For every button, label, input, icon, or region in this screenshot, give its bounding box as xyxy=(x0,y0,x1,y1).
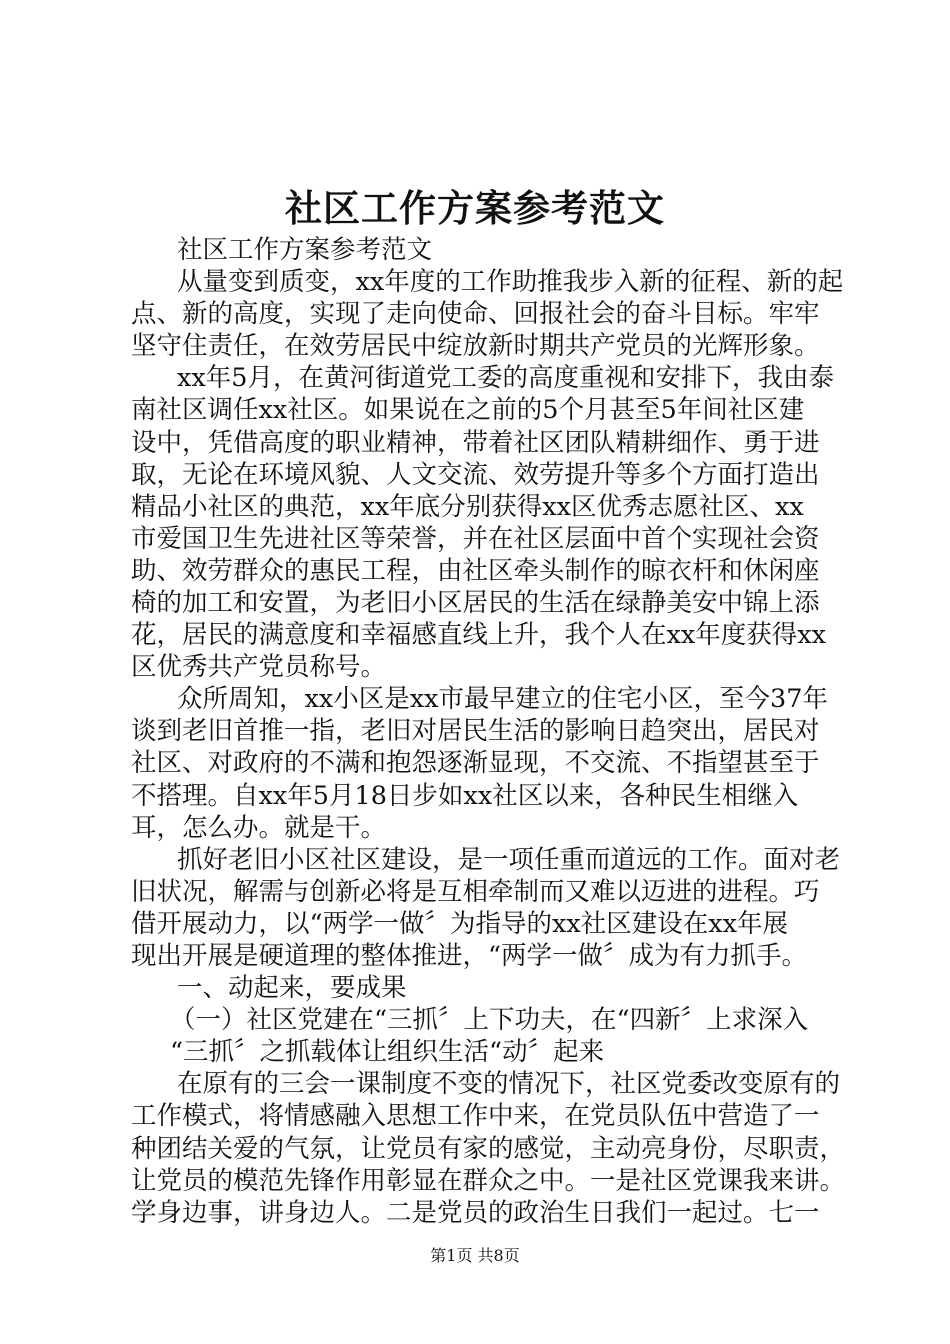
body-line: 设中，凭借高度的职业精神，带着社区团队精耕细作、勇于进 xyxy=(131,427,820,458)
page-number-footer: 第1页 共8页 xyxy=(430,1246,520,1265)
body-line: 椅的加工和安置，为老旧小区居民的生活在绿静美安中锦上添 xyxy=(131,588,820,618)
body-line: 谈到老旧首推一指，老旧对居民生活的影响日趋突出，居民对 xyxy=(131,716,820,747)
body-line: 旧状况，解需与创新必将是互相牵制而又难以迈进的进程。巧 xyxy=(131,876,820,907)
body-line: 精品小社区的典范，xx年底分别获得xx区优秀志愿社区、xx xyxy=(131,491,804,522)
subsection-heading: “三抓〞之抓载体让组织生活“动〞起来 xyxy=(170,1037,605,1068)
body-line: xx年5月，在黄河街道党工委的高度重视和安排下，我由泰 xyxy=(177,363,834,394)
body-line: 抓好老旧小区社区建设，是一项任重而道远的工作。面对老 xyxy=(177,844,841,875)
body-line: 耳，怎么办。就是干。 xyxy=(131,812,387,843)
body-line: 南社区调任xx社区。如果说在之前的5个月甚至5年间社区建 xyxy=(131,395,805,426)
body-line: 取，无论在环境风貌、人文交流、效劳提升等多个方面打造出 xyxy=(131,459,820,490)
document-title: 社区工作方案参考范文 xyxy=(285,186,665,230)
subsection-heading: （一）社区党建在“三抓〞上下功夫，在“四新〞上求深入 xyxy=(170,1005,809,1036)
body-line: 从量变到质变，xx年度的工作助推我步入新的征程、新的起 xyxy=(177,267,844,298)
body-line: 众所周知，xx小区是xx市最早建立的住宅小区，至今37年 xyxy=(177,684,828,715)
body-line: 区优秀共产党员称号。 xyxy=(131,652,387,683)
body-line: 种团结关爱的气氛，让党员有家的感觉，主动亮身份，尽职责， xyxy=(131,1133,846,1164)
body-line: 现出开展是硬道理的整体推进，“两学一做〞成为有力抓手。 xyxy=(131,941,808,971)
body-line: 社区工作方案参考范文 xyxy=(177,235,433,265)
body-line: 点、新的高度，实现了走向使命、回报社会的奋斗目标。牢牢 xyxy=(131,299,820,330)
section-heading: 一、动起来，要成果 xyxy=(177,973,407,1004)
body-line: 花，居民的满意度和幸福感直线上升，我个人在xx年度获得xx xyxy=(131,620,827,651)
body-line: 学身边事，讲身边人。二是党员的政治生日我们一起过。七一 xyxy=(131,1197,820,1228)
body-line: 在原有的三会一课制度不变的情况下，社区党委改变原有的 xyxy=(177,1069,841,1100)
body-line: 让党员的模范先锋作用彰显在群众之中。一是社区党课我来讲。 xyxy=(131,1165,846,1196)
body-line: 助、效劳群众的惠民工程，由社区牵头制作的晾衣杆和休闲座 xyxy=(131,555,820,586)
body-line: 借开展动力，以“两学一做〞为指导的xx社区建设在xx年展 xyxy=(131,908,789,939)
body-line: 市爱国卫生先进社区等荣誉，并在社区层面中首个实现社会资 xyxy=(131,523,820,554)
body-line: 不搭理。自xx年5月18日步如xx社区以来，各种民生相继入 xyxy=(131,780,799,811)
body-line: 坚守住责任，在效劳居民中绽放新时期共产党员的光辉形象。 xyxy=(131,331,820,362)
body-line: 社区、对政府的不满和抱怨逐渐显现，不交流、不指望甚至于 xyxy=(131,748,820,779)
body-line: 工作模式，将情感融入思想工作中来，在党员队伍中营造了一 xyxy=(131,1101,820,1132)
